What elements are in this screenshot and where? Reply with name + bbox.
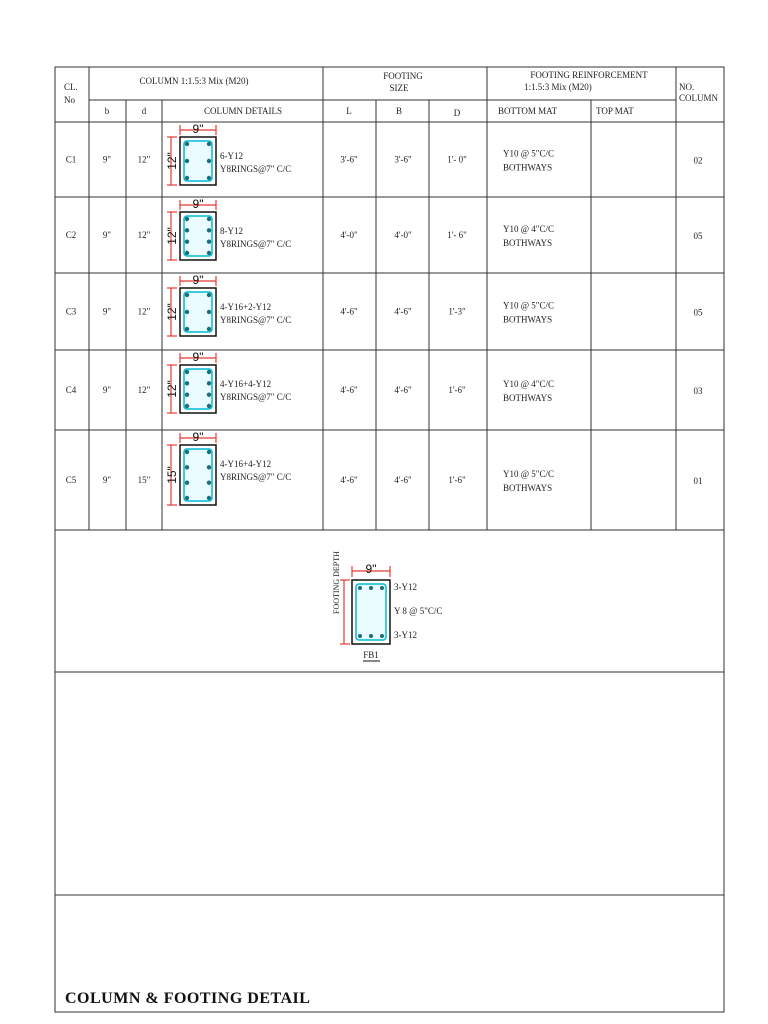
rebar [207,465,211,469]
footing-b: 4'-0" [394,230,412,240]
column-count: 05 [693,307,703,318]
rebar [207,404,211,408]
rebar [207,228,211,232]
beam-bar [380,634,384,638]
rebar [207,310,211,314]
footing-d: 1'- 0" [447,154,467,165]
rebar [207,381,211,385]
section-ring [184,216,212,256]
schedule-grid [55,67,724,1012]
column-id: C1 [65,154,77,165]
header-footing-reinforcement: FOOTING REINFORCEMENT [530,70,648,80]
rebar [207,480,211,484]
width-dim-text: 9" [192,122,204,136]
rebar [185,142,189,146]
rebar [207,450,211,454]
column-id: C5 [65,475,77,485]
width-dim-text: 9" [192,273,204,287]
sheet-border [55,67,724,1012]
table-row [66,122,703,185]
bar-spec: 4-Y16+4-Y12 [220,459,272,469]
bottom-mat-spacing: Y10 @ 5"C/C [503,300,554,311]
column-section [165,273,216,336]
footing-l: 4'-6" [340,385,358,395]
rebar [185,480,189,484]
depth-dim-text: 12" [165,303,179,321]
footing-d: 1'-6" [448,385,466,395]
depth-dim-text: 12" [165,152,179,170]
beam-stirrup [356,584,386,640]
section-ring [184,369,212,409]
footing-depth-label: FOOTING DEPTH [332,551,341,614]
beam-bar [369,634,373,638]
bottom-mat-direction: BOTHWAYS [503,393,553,403]
header-top-mat: TOP MAT [596,106,634,116]
width-dim-text: 9" [192,430,204,444]
ring-spec: Y8RINGS@7" C/C [220,164,292,174]
header-b: b [104,106,110,116]
footing-l: 4'-6" [340,475,358,485]
column-id: C2 [65,230,77,240]
rebar [207,159,211,163]
column-d: 12" [137,385,151,395]
header-column-title: COLUMN 1:1.5:3 Mix (M20) [139,76,249,86]
width-dim-text: 9" [192,197,204,211]
column-section [165,197,216,260]
rebar [207,142,211,146]
column-d: 12" [137,306,151,317]
rebar [185,176,189,180]
bottom-mat-spacing: Y10 @ 4"C/C [503,224,554,234]
bar-spec: 4-Y16+2-Y12 [220,302,272,312]
column-section [165,430,216,505]
column-count: 03 [693,386,703,396]
rebar [207,327,211,331]
beam-bar [358,586,362,590]
column-count: 02 [693,155,703,166]
rebar [185,293,189,297]
header-dd: D [453,108,461,118]
rebar [185,496,189,500]
rebar [207,217,211,221]
ring-spec: Y8RINGS@7" C/C [220,392,292,402]
footing-l: 4'-0" [340,230,358,240]
schedule-rows [66,122,703,505]
depth-dim-text: 15" [165,466,179,484]
beam-stirrups: Y 8 @ 5"C/C [394,606,443,616]
column-d: 12" [137,154,151,165]
column-count: 05 [693,231,703,241]
beam-bar [358,634,362,638]
footing-d: 1'-3" [448,306,466,317]
footing-b: 4'-6" [394,385,412,395]
rebar [207,392,211,396]
header-column-label: COLUMN [679,93,719,103]
header-size: SIZE [389,83,409,93]
width-dim-text: 9" [192,350,204,364]
footing-b: 4'-6" [394,475,412,485]
rebar [185,465,189,469]
bar-spec: 4-Y16+4-Y12 [220,379,272,389]
column-d: 15" [137,475,151,485]
rebar [207,176,211,180]
depth-dim-text: 12" [165,380,179,398]
bottom-mat-direction: BOTHWAYS [503,238,553,248]
header-no-label: NO. [679,82,695,92]
column-d: 12" [137,230,151,240]
rebar [185,381,189,385]
header-reinforcement-mix: 1:1.5:3 Mix (M20) [524,82,592,92]
footing-beam-section [332,551,442,661]
header-l: L [346,106,352,116]
footing-b: 4'-6" [394,306,412,317]
column-id: C4 [65,385,77,395]
column-count: 01 [693,476,703,486]
rebar [207,239,211,243]
bottom-mat-spacing: Y10 @ 5"C/C [503,148,554,159]
footing-l: 3'-6" [340,154,358,165]
bottom-mat-spacing: Y10 @ 4"C/C [503,379,554,389]
ring-spec: Y8RINGS@7" C/C [220,315,292,325]
rebar [185,159,189,163]
column-id: C3 [65,306,77,317]
column-b: 9" [102,475,112,485]
rebar [207,293,211,297]
table-row [66,430,703,505]
rebar [185,217,189,221]
rebar [185,392,189,396]
bottom-mat-spacing: Y10 @ 5"C/C [503,469,554,479]
bar-spec: 8-Y12 [220,226,243,236]
beam-label: FB1 [363,650,379,660]
column-section [165,350,216,413]
rebar [185,450,189,454]
drawing-title: COLUMN & FOOTING DETAIL [65,990,311,1007]
rebar [185,251,189,255]
column-b: 9" [102,154,112,165]
column-section [165,122,216,185]
rebar [185,228,189,232]
bottom-mat-direction: BOTHWAYS [503,483,553,493]
bottom-mat-direction: BOTHWAYS [503,162,553,173]
bar-spec: 6-Y12 [220,151,243,161]
beam-bar [380,586,384,590]
header-cl: CL. [64,82,78,92]
column-b: 9" [102,385,112,395]
bottom-mat-direction: BOTHWAYS [503,314,553,325]
rebar [185,404,189,408]
header-bottom-mat: BOTTOM MAT [498,106,558,116]
footing-l: 4'-6" [340,306,358,317]
footing-d: 1'-6" [448,475,466,485]
depth-dim-text: 12" [165,227,179,245]
beam-top-bars: 3-Y12 [394,582,417,592]
header-d: d [141,106,147,116]
header-column-details: COLUMN DETAILS [203,106,283,116]
rebar [207,251,211,255]
beam-bar [369,586,373,590]
footing-d: 1'- 6" [447,230,467,240]
rebar [185,310,189,314]
header-no: No [64,95,75,105]
beam-width-dim: 9" [365,562,377,576]
table-row [66,273,703,336]
footing-b: 3'-6" [394,154,412,165]
ring-spec: Y8RINGS@7" C/C [220,239,292,249]
beam-bottom-bars: 3-Y12 [394,630,417,640]
table-row [66,197,703,260]
header-footing: FOOTING [383,71,423,81]
header-bb: B [395,106,403,116]
table-row [66,350,703,413]
section-ring [184,449,212,501]
rebar [185,239,189,243]
rebar [185,370,189,374]
column-b: 9" [102,230,112,240]
rebar [207,370,211,374]
column-b: 9" [102,306,112,317]
ring-spec: Y8RINGS@7" C/C [220,472,292,482]
rebar [185,327,189,331]
rebar [207,496,211,500]
